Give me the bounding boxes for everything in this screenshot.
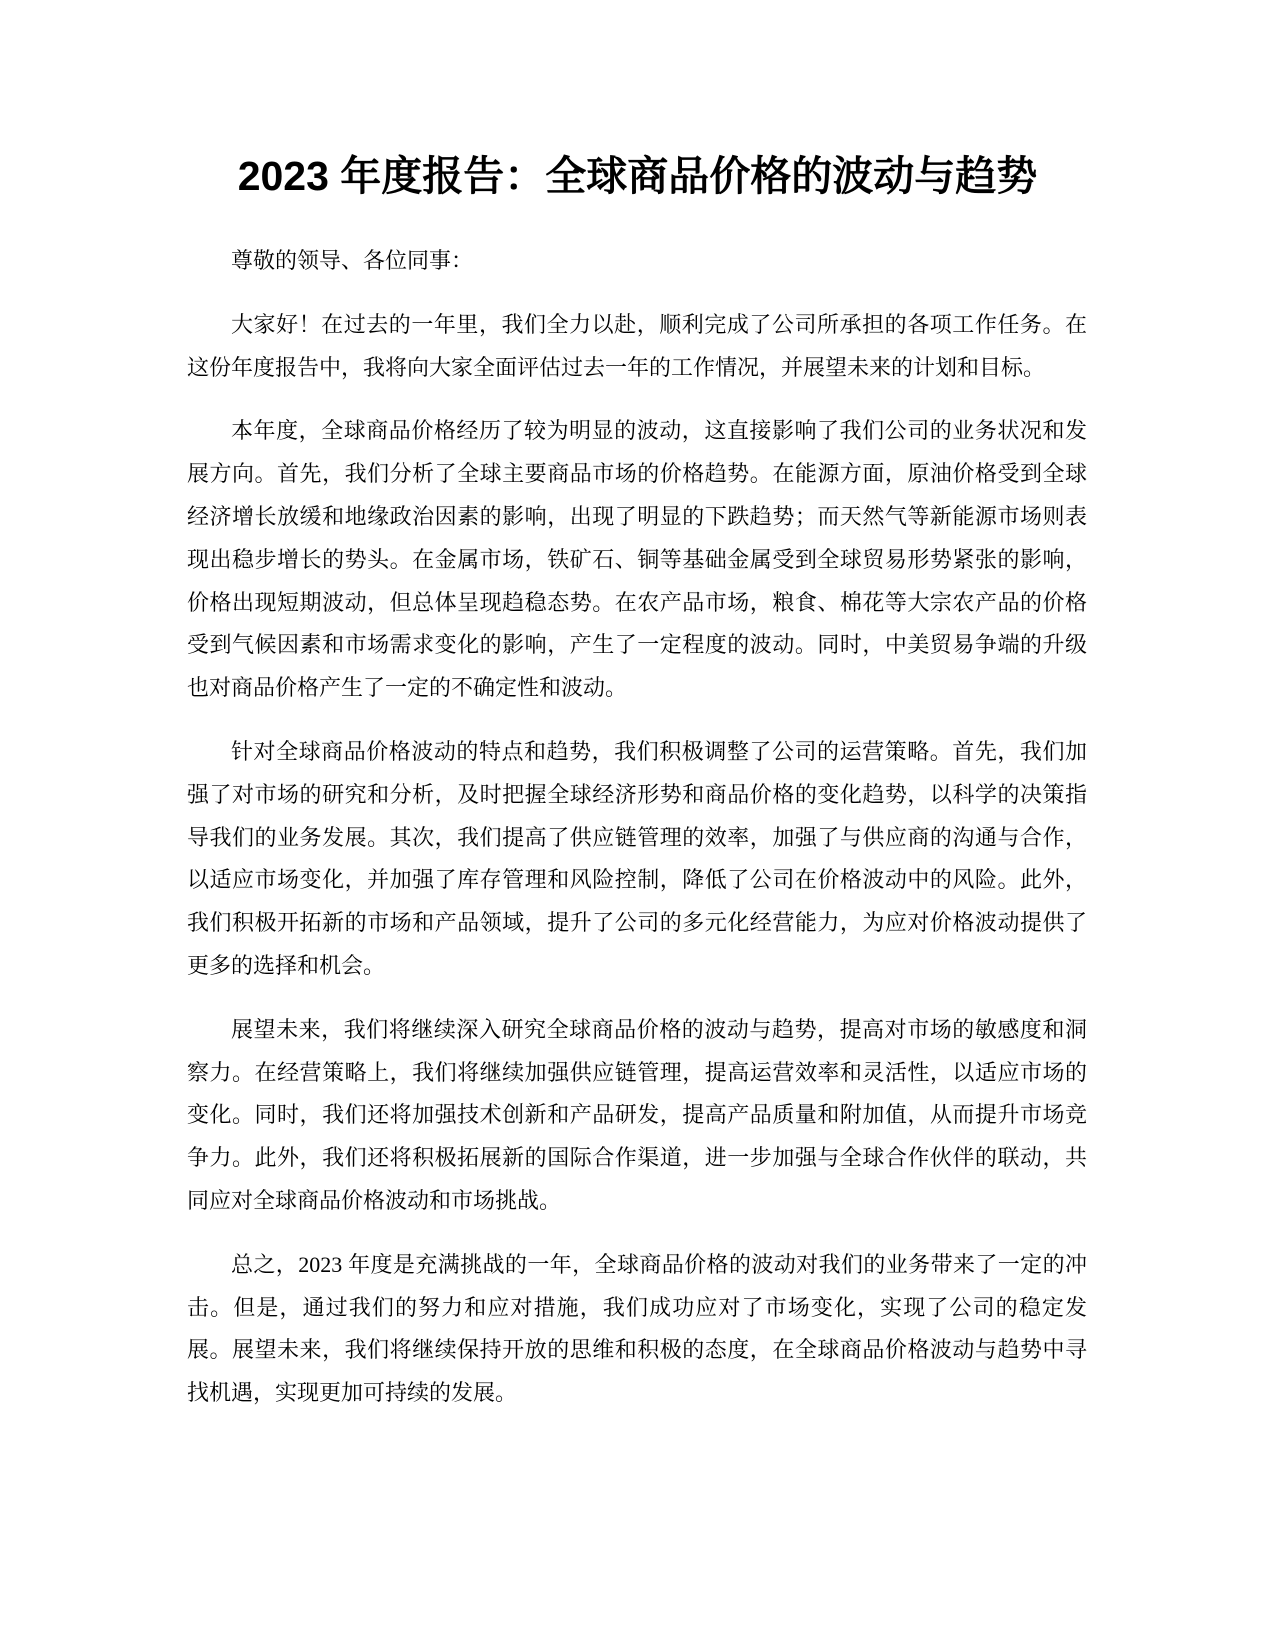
paragraph-intro: 大家好！在过去的一年里，我们全力以赴，顺利完成了公司所承担的各项工作任务。在这份年度报告中，我将向大家全面评估过去一年的工作情况，并展望未来的计划和目标。 [187,311,1087,380]
document-body [187,240,1087,1436]
paragraph-conclusion: 总之，2023 年度是充满挑战的一年，全球商品价格的波动对我们的业务带来了一定的冲击。但是，通过我们的努力和应对措施，我们成功应对了市场变化，实现了公司的稳定发展。展望未来，我们将继续保持开放的思维和积极的态度，在全球商品价格波动与趋势中寻找机遇，实现更加可持续的发展。 [187,1251,1087,1406]
paragraph-market-analysis: 本年度，全球商品价格经历了较为明显的波动，这直接影响了我们公司的业务状况和发展方向。首先，我们分析了全球主要商品市场的价格趋势。在能源方面，原油价格受到全球经济增长放缓和地缘政治因素的影响，出现了明显的下跌趋势；而天然气等新能源市场则表现出稳步增长的势头。在金属市场，铁矿石、铜等基础金属受到全球贸易形势紧张的影响，价格出现短期波动，但总体呈现趋稳态势。在农产品市场，粮食、棉花等大宗农产品的价格受到气候因素和市场需求变化的影响，产生了一定程度的波动。同时，中美贸易争端的升级也对商品价格产生了一定的不确定性和波动。 [187,418,1087,701]
document-title: 2023 年度报告：全球商品价格的波动与趋势 [237,153,1038,199]
paragraph-strategy: 针对全球商品价格波动的特点和趋势，我们积极调整了公司的运营策略。首先，我们加强了对市场的研究和分析，及时把握全球经济形势和商品价格的变化趋势，以科学的决策指导我们的业务发展。其次，我们提高了供应链管理的效率，加强了与供应商的沟通与合作，以适应市场变化，并加强了库存管理和风险控制，降低了公司在价格波动中的风险。此外，我们积极开拓新的市场和产品领域，提升了公司的多元化经营能力，为应对价格波动提供了更多的选择和机会。 [187,738,1087,978]
paragraph-greeting: 尊敬的领导、各位同事： [231,248,474,273]
paragraph-outlook: 展望未来，我们将继续深入研究全球商品价格的波动与趋势，提高对市场的敏感度和洞察力。在经营策略上，我们将继续加强供应链管理，提高运营效率和灵活性，以适应市场的变化。同时，我们还将加强技术创新和产品研发，提高产品质量和附加值，从而提升市场竞争力。此外，我们还将积极拓展新的国际合作渠道，进一步加强与全球合作伙伴的联动，共同应对全球商品价格波动和市场挑战。 [187,1016,1087,1213]
